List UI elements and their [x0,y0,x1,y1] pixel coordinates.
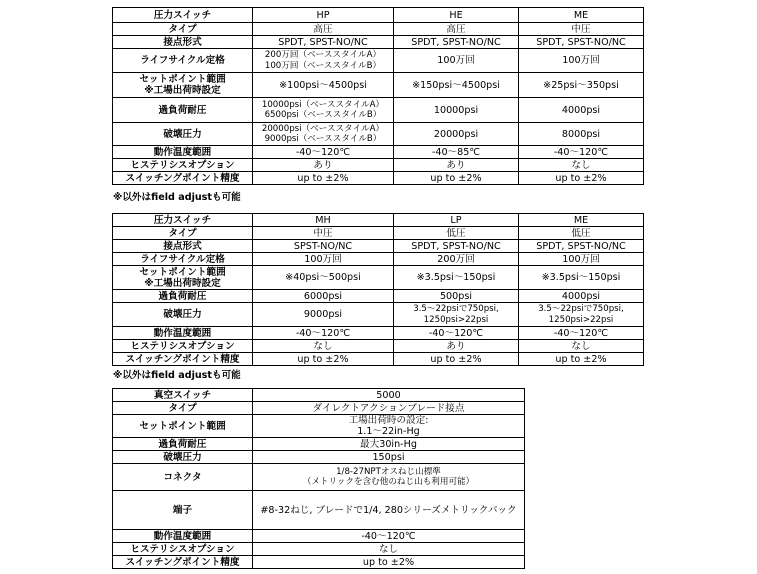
value-cell [253,253,394,266]
row-label [113,303,253,327]
header-model: HP [253,8,394,23]
value-line: 1250psi>22psi [548,314,614,325]
row-label-text: ヒステリシスオプション [130,340,235,352]
value-cell [394,227,519,240]
row-label [113,253,253,266]
row-label-text: セットポイント範囲 [139,420,226,432]
table-row [113,402,525,415]
value-cell [253,172,394,185]
table-row [113,98,644,123]
value-cell [519,36,644,49]
value-cell [519,327,644,340]
value-cell [394,340,519,353]
value-line: あり [313,159,333,171]
row-label-text: 動作温度範囲 [153,146,212,158]
row-label-text: スイッチングポイント精度 [125,172,240,184]
value-cell [394,146,519,159]
value-cell [253,290,394,303]
value-cell [394,98,519,123]
value-line: -40～120℃ [361,530,416,542]
value-cell [519,253,644,266]
value-line: SPDT, SPST-NO/NC [536,36,626,48]
value-cell [253,98,394,123]
table-row [113,266,644,290]
table-row [113,303,644,327]
table-row [113,451,525,464]
value-line: -40～120℃ [295,327,351,339]
value-line: up to ±2% [297,353,349,365]
value-line: なし [571,340,591,352]
value-line: ダイレクトアクションブレード接点 [312,402,465,414]
value-cell [519,227,644,240]
header-row [113,214,644,227]
value-line: 高圧 [446,23,466,35]
header-model: ME [519,214,644,227]
table-row [113,49,644,73]
value-line: ※100psi～4500psi [279,79,367,91]
row-label [113,23,253,36]
value-line: SPDT, SPST-NO/NC [278,36,368,48]
row-label [113,123,253,146]
table2-note: ※以外はfield adjustも可能 [113,370,241,381]
value-line: -40～120℃ [553,327,609,339]
value-line: ※25psi～350psi [543,79,619,91]
value-line: up to ±2% [430,172,482,184]
table-row [113,353,644,366]
value-cell [253,303,394,327]
row-label-text: ヒステリシスオプション [130,159,235,171]
row-label [113,227,253,240]
row-label [113,73,253,98]
value-cell [253,266,394,290]
value-cell [253,159,394,172]
value-line: 高圧 [313,23,333,35]
value-cell [394,159,519,172]
row-label [113,146,253,159]
header-model: LP [394,214,519,227]
value-line: #8-32ねじ, ブレードで1/4, 280シリーズメトリックパック [260,504,517,516]
value-line: 1.1～22in-Hg [357,426,420,437]
table-row [113,36,644,49]
header-model: HE [394,8,519,23]
value-cell [394,123,519,146]
value-line: 低圧 [446,227,466,239]
table-row [113,530,525,543]
value-cell [394,266,519,290]
value-line: （メトリックを含む他のねじ山も利用可能） [302,477,475,487]
value-line: 100万回 [562,55,600,66]
value-line: なし [378,543,399,555]
vacuum-switch-table [112,388,525,569]
value-cell [253,415,525,438]
value-line: -40～120℃ [553,146,609,158]
value-line: 150psi [372,451,405,463]
value-line: -40～120℃ [428,327,484,339]
value-cell [394,23,519,36]
row-label [113,402,253,415]
value-line: 工場出荷時の設定: [348,415,429,426]
row-label [113,290,253,303]
value-cell [519,159,644,172]
value-line: 4000psi [561,104,601,116]
value-cell [253,240,394,253]
row-label [113,415,253,438]
row-label-text: タイプ [168,23,197,35]
value-cell [519,172,644,185]
row-label-text: 破壊圧力 [163,128,202,140]
value-cell [394,73,519,98]
row-label-text: タイプ [168,227,197,239]
value-cell [394,303,519,327]
table-row [113,73,644,98]
value-line: SPST-NO/NC [293,240,353,252]
row-label-text: 動作温度範囲 [153,327,212,339]
value-line: 低圧 [571,227,591,239]
value-line: ※40psi～500psi [285,272,361,283]
row-label-subtext: ※工場出荷時設定 [144,85,221,96]
row-label [113,172,253,185]
row-label-text: タイプ [168,402,197,414]
row-label-text: 破壊圧力 [163,309,202,320]
value-line: 20000psi（ベーススタイルA） [261,123,385,134]
table-row [113,438,525,451]
value-line: 3.5～22psiで750psi, [538,304,624,314]
header-label: 圧力スイッチ [113,214,253,227]
value-cell [253,464,525,491]
value-cell [394,36,519,49]
value-cell [519,49,644,73]
row-label-text: セットポイント範囲 [139,74,226,85]
value-line: なし [571,159,591,171]
value-line: 最大30in-Hg [360,438,417,450]
value-line: 9000psi（ベーススタイルB） [264,134,382,144]
table-row [113,23,644,36]
value-cell [253,556,525,569]
table-row [113,172,644,185]
header-row [113,389,525,402]
value-line: 500psi [439,290,473,302]
row-label-text: 過負荷耐圧 [158,104,207,116]
row-label [113,451,253,464]
value-line: なし [313,340,333,352]
row-label [113,327,253,340]
header-label: 圧力スイッチ [113,8,253,23]
header-model: ME [519,8,644,23]
row-label [113,49,253,73]
value-line: 100万回（ベーススタイルB） [264,60,382,71]
value-cell [394,253,519,266]
value-line: up to ±2% [297,172,349,184]
value-cell [394,240,519,253]
row-label [113,556,253,569]
row-label-text: 破壊圧力 [163,451,202,463]
value-cell [253,451,525,464]
value-cell [253,123,394,146]
value-line: 9000psi [303,309,343,320]
table-row [113,290,644,303]
value-line: up to ±2% [362,556,415,568]
value-cell [253,327,394,340]
header-label: 真空スイッチ [113,389,253,402]
value-line: 100万回 [562,253,600,265]
row-label-text: ライフサイクル定格 [140,55,225,66]
row-label [113,530,253,543]
value-cell [253,438,525,451]
value-cell [394,172,519,185]
table-row [113,253,644,266]
row-label-text: スイッチングポイント精度 [125,556,240,568]
value-cell [253,227,394,240]
row-label-text: コネクタ [163,471,202,483]
row-label [113,266,253,290]
header-row [113,8,644,23]
value-cell [394,327,519,340]
value-line: 10000psi（ベーススタイルA） [261,99,385,110]
table-row [113,340,644,353]
header-model: MH [253,214,394,227]
value-cell [519,266,644,290]
value-cell [394,49,519,73]
value-line: SPDT, SPST-NO/NC [411,240,501,252]
row-label [113,98,253,123]
row-label [113,353,253,366]
value-cell [519,123,644,146]
value-line: ※150psi～4500psi [412,79,500,91]
value-line: -40～85℃ [431,146,481,158]
row-label [113,159,253,172]
value-line: ※3.5psi～150psi [541,272,621,283]
value-line: 20000psi [433,128,479,140]
table-row [113,543,525,556]
row-label [113,491,253,530]
value-cell [519,290,644,303]
table-row [113,556,525,569]
value-line: 100万回 [437,55,475,66]
row-label-text: 過負荷耐圧 [158,438,207,450]
value-cell [253,530,525,543]
table-row [113,123,644,146]
value-cell [253,543,525,556]
value-line: up to ±2% [555,353,607,365]
table1-note: ※以外はfield adjustも可能 [113,192,241,203]
value-line: -40～120℃ [295,146,351,158]
row-label [113,36,253,49]
row-label-text: 過負荷耐圧 [158,290,207,302]
value-cell [519,303,644,327]
value-cell [519,23,644,36]
value-cell [253,402,525,415]
value-cell [253,36,394,49]
value-line: SPDT, SPST-NO/NC [411,36,501,48]
row-label-text: スイッチングポイント精度 [125,353,240,365]
row-label [113,438,253,451]
row-label-text: 接点形式 [163,240,202,252]
value-line: 1/8-27NPTオスねじ山標準 [336,466,441,477]
row-label-text: 動作温度範囲 [153,530,212,542]
value-line: 8000psi [561,128,601,140]
value-line: 6500psi（ベーススタイルB） [264,110,382,120]
table-row [113,491,525,530]
value-cell [519,73,644,98]
table-row [113,146,644,159]
row-label [113,543,253,556]
table-row [113,327,644,340]
value-line: 3.5～22psiで750psi, [413,304,499,314]
value-line: 6000psi [303,290,343,302]
row-label-subtext: ※工場出荷時設定 [144,277,221,289]
table-row [113,415,525,438]
table-row [113,464,525,491]
value-line: up to ±2% [555,172,607,184]
value-cell [253,340,394,353]
value-line: ※3.5psi～150psi [416,272,496,283]
value-cell [253,49,394,73]
row-label-text: 端子 [172,504,193,516]
value-cell [253,491,525,530]
table-row [113,240,644,253]
value-cell [253,23,394,36]
value-cell [519,98,644,123]
value-cell [253,146,394,159]
pressure-switch-table-2 [112,213,644,366]
row-label-text: セットポイント範囲 [139,266,226,278]
value-line: 200万回（ベーススタイルA） [264,50,382,60]
header-model: 5000 [253,389,525,402]
value-cell [394,290,519,303]
value-line: 100万回 [304,253,342,265]
value-line: 200万回 [437,253,475,265]
value-cell [253,353,394,366]
row-label-text: 接点形式 [163,36,202,48]
row-label [113,464,253,491]
value-line: SPDT, SPST-NO/NC [536,240,626,252]
row-label-text: ライフサイクル定格 [140,253,225,265]
value-line: 10000psi [433,104,479,116]
value-line: 中圧 [571,23,591,35]
table-row [113,227,644,240]
value-cell [394,353,519,366]
value-cell [519,340,644,353]
value-cell [519,146,644,159]
row-label [113,340,253,353]
value-line: あり [446,340,466,352]
value-line: up to ±2% [430,353,482,365]
pressure-switch-table-1 [112,7,644,185]
row-label [113,240,253,253]
value-cell [519,353,644,366]
value-line: 中圧 [313,227,333,239]
value-line: 4000psi [561,290,601,302]
value-cell [253,73,394,98]
table-row [113,159,644,172]
value-line: 1250psi>22psi [423,314,489,325]
value-cell [519,240,644,253]
value-line: あり [446,159,466,171]
row-label-text: ヒステリシスオプション [130,543,235,555]
